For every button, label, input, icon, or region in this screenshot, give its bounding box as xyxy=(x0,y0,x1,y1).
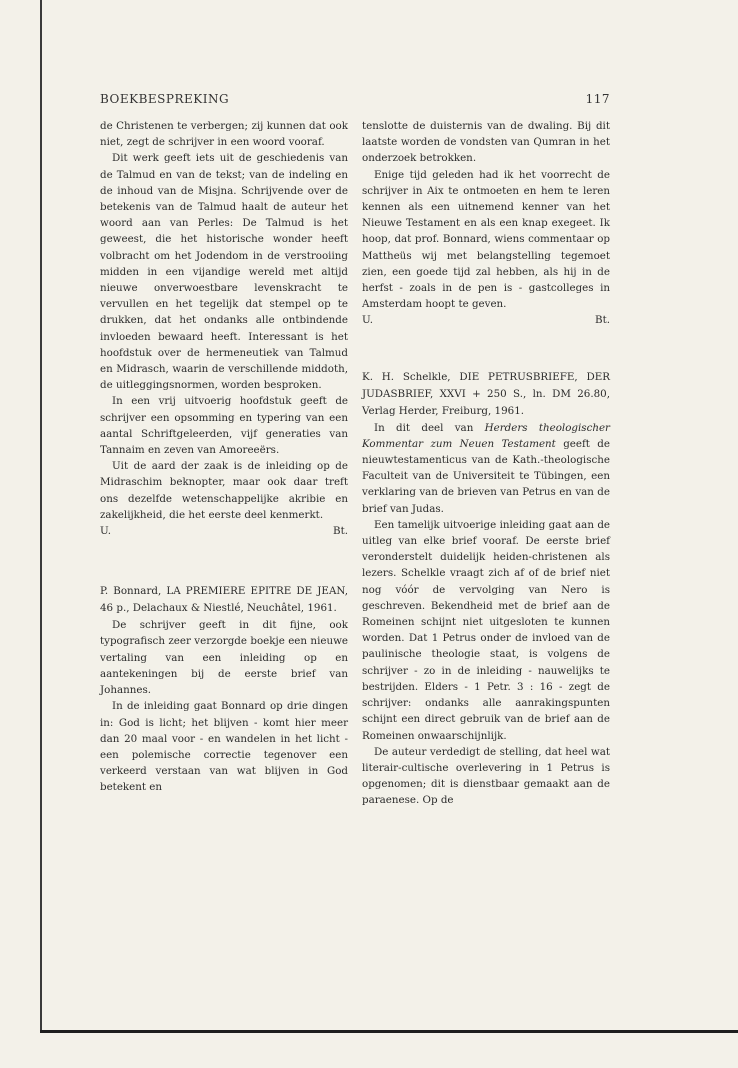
paragraph: de Christenen te verbergen; zij kunnen dat ook niet, zegt de schrijver in een woord vooraf. xyxy=(100,120,348,149)
paragraph: De auteur verdedigt de stelling, dat heel wat literair-cultische overlevering in 1 Petrus is opgenomen; dit is dienstbaar gemaakt aan de paraenese. Op de xyxy=(362,745,610,807)
paragraph: In een vrij uitvoerig hoofdstuk geeft de schrijver een opsomming en typering van een aantal Schriftgeleerden, vijf generaties van Tannaim en zeven van Amoreeërs. xyxy=(100,395,348,457)
right-column xyxy=(362,118,610,809)
bottom-edge-line xyxy=(40,1030,738,1033)
reviewer-signature xyxy=(100,523,348,539)
review-heading: K. H. Schelkle, DIE PETRUSBRIEFE, DER JUDASBRIEF, XXVI + 250 S., ln. DM 26.80, Verlag Herder, Freiburg, 1961. xyxy=(362,370,610,417)
paragraph: In de inleiding gaat Bonnard op drie dingen in: God is licht; het blijven - komt hier meer dan 20 maal voor - en wandelen in het licht - een polemische correctie tegenover een verkeerd verstaan van wat blijven in God betekent en xyxy=(100,700,348,794)
paragraph: Uit de aard der zaak is de inleiding op de Midraschim beknopter, maar ook daar treft ons dezelfde wetenschappelijke akribie en zakelijkheid, die het eerste deel kenmerkt. xyxy=(100,460,348,521)
page-number: 117 xyxy=(585,92,610,106)
paragraph-text: geeft de nieuwtestamenticus van de Kath.-theologische Faculteit van de Universiteit te Tübingen, een verklaring van de brieven van Petrus en van de brief van Judas. xyxy=(362,437,610,515)
signature-initial: U. xyxy=(100,525,112,538)
paragraph: tenslotte de duisternis van de dwaling. Bij dit laatste worden de vondsten van Qumran in het onderzoek betrokken. xyxy=(362,120,610,165)
signature-initial: U. xyxy=(362,314,374,327)
signature-reviewer: Bt. xyxy=(595,314,610,327)
paragraph xyxy=(362,420,610,517)
left-column xyxy=(100,118,348,796)
series-title: Herders theologischer Kommentar zum Neuen Testament xyxy=(362,421,610,450)
reviewer-signature xyxy=(362,312,610,328)
paragraph: De schrijver geeft in dit fijne, ook typografisch zeer verzorgde boekje een nieuwe vertaling van een inleiding op en aantekeningen bij de eerste brief van Johannes. xyxy=(100,619,348,697)
paragraph: Een tamelijk uitvoerige inleiding gaat aan de uitleg van elke brief vooraf. De eerste brief veronderstelt duidelijk heiden-christenen als lezers. Schelkle vraagt zich af of de brief niet nog vóór de vervolging van Nero is geschreven. Bekendheid met de brief aan de Romeinen schijnt niet uitgesloten te kunnen worden. Dat 1 Petrus onder de invloed van de paulinische theologie staat, is volgens de schrijver - zo in de inleiding - nauwelijks te bestrijden. Elders - 1 Petr. 3 : 16 - zegt de schrijver: ondanks alle aanrakingspunten schijnt een direct gebruik van de brief aan de Romeinen onwaarschijnlijk. xyxy=(362,518,610,742)
paragraph: Dit werk geeft iets uit de geschiedenis van de Talmud en van de tekst; van de indeling en de inhoud van de Misjna. Schrijvende over de betekenis van de Talmud haalt de auteur het woord aan van Perles: De Talmud is het geweest, die het historische wonder heeft volbracht om het Jodendom in de verstrooiing midden in een vijandige wereld met altijd nieuwe onverwoestbare levenskracht te vervullen en het tegelijk dat stempel op te drukken, dat het ondanks alle ontbindende invloeden bewaard heeft. Interessant is het hoofdstuk over de hermeneutiek van Talmud en Midrasch, waarin de verschillende middoth, de uitleggingsnormen, worden besproken. xyxy=(100,152,348,392)
review-heading: P. Bonnard, LA PREMIERE EPITRE DE JEAN, 46 p., Delachaux & Niestlé, Neuchâtel, 1961. xyxy=(100,585,348,615)
section-title: BOEKBESPREKING xyxy=(100,92,230,106)
running-head xyxy=(100,92,610,106)
paragraph-text: In dit deel van xyxy=(374,421,485,434)
signature-reviewer: Bt. xyxy=(333,525,348,538)
paragraph: Enige tijd geleden had ik het voorrecht de schrijver in Aix te ontmoeten en hem te leren kennen als een uitnemend kenner van het Nieuwe Testament en als een knap exegeet. Ik hoop, dat prof. Bonnard, wiens commentaar op Mattheüs wij met belangstelling tegemoet zien, een goede tijd zal hebben, als hij in de herfst - zoals in de pen is - gastcolleges in Amsterdam hoopt te geven. xyxy=(362,168,610,311)
binding-edge-line xyxy=(40,0,42,1030)
